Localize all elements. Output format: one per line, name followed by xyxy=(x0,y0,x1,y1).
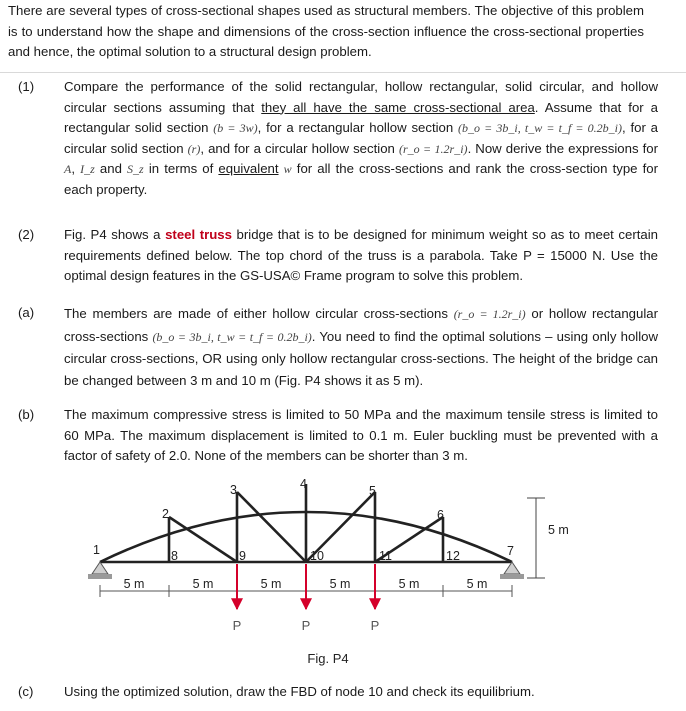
node-label-7: 7 xyxy=(507,544,514,558)
node-label-8: 8 xyxy=(171,549,178,563)
question-c xyxy=(18,682,658,703)
question-2 xyxy=(18,225,658,287)
question-1-number: (1) xyxy=(18,79,35,94)
truss-figure xyxy=(0,478,686,678)
question-1-text: Compare the performance of the solid rectangular, hollow rectangular, solid circular, and hollow circular sections assuming that they all have the same cross-sectional area. Assume that for a rectangular solid section (b = 3w), for a rectangular hollow section (b_o = 3b_i, t_w = t_f = 0.2b_i), for a circular solid section (r), and for a circular hollow section (r_o = 1.2r_i). Now derive the expressions for A, I_z and S_z in terms of equivalent w for all the cross-sections and rank the cross-section type for each property. xyxy=(64,79,659,197)
question-1 xyxy=(18,77,658,200)
steel-truss-highlight: steel truss xyxy=(165,227,232,242)
question-2-number: (2) xyxy=(18,227,35,242)
span-label-5: 5 m xyxy=(398,577,420,591)
span-label-2: 5 m xyxy=(192,577,214,591)
figure-caption: Fig. P4 xyxy=(307,651,349,666)
height-label: 5 m xyxy=(548,523,569,537)
span-label-3: 5 m xyxy=(260,577,282,591)
support-right xyxy=(500,562,524,579)
load-arrows xyxy=(237,564,375,609)
load-label-10: P xyxy=(301,618,311,633)
node-label-1: 1 xyxy=(93,543,100,557)
member-3-10 xyxy=(237,492,306,562)
node-label-9: 9 xyxy=(239,549,246,563)
span-label-6: 5 m xyxy=(466,577,488,591)
question-a-text: The members are made of either hollow circular cross-sections (r_o = 1.2r_i) or hollow rectangular cross-sections (b_o = 3b_i, t_w = t_f = 0.2b_i). You need to find the optimal solutions – using only hollow circular cross-sections, OR using only hollow rectangular cross-sections. The height of the bridge can be changed between 3 m and 10 m (Fig. P4 shows it as 5 m). xyxy=(64,306,658,388)
node-label-10: 10 xyxy=(310,549,324,563)
node-label-12: 12 xyxy=(446,549,460,563)
question-b-number: (b) xyxy=(18,407,35,422)
question-c-text: Using the optimized solution, draw the FBD of node 10 and check its equilibrium. xyxy=(64,684,535,699)
node-label-5: 5 xyxy=(369,484,376,498)
question-b-text: The maximum compressive stress is limited to 50 MPa and the maximum tensile stress is limited to 60 MPa. The maximum displacement is limited to 0.1 m. Euler buckling must be prevented with a factor of safety of 2.0. None of the members can be shorter than 3 m. xyxy=(64,407,658,463)
question-b xyxy=(18,405,658,467)
divider xyxy=(0,72,686,73)
node-label-4: 4 xyxy=(300,478,307,491)
node-label-6: 6 xyxy=(437,508,444,522)
intro-paragraph: There are several types of cross-sectional shapes used as structural members. The objective of this problem is to understand how the shape and dimensions of the cross-section influence the cross-sectional properties and hence, the optimal solution to a structural design problem. xyxy=(8,3,644,59)
load-label-11: P xyxy=(370,618,380,633)
node-label-3: 3 xyxy=(230,483,237,497)
question-a xyxy=(18,303,658,391)
span-label-1: 5 m xyxy=(123,577,145,591)
span-label-4: 5 m xyxy=(329,577,351,591)
question-2-text: Fig. P4 shows a steel truss bridge that is to be designed for minimum weight so as to meet certain requirements defined below. The top chord of the truss is a parabola. Take P = 15000 N. Use the optimal design features in the GS-USA© Frame program to solve this problem. xyxy=(64,227,658,283)
question-c-number: (c) xyxy=(18,684,34,699)
node-label-2: 2 xyxy=(162,507,169,521)
question-a-number: (a) xyxy=(18,305,35,320)
node-label-11: 11 xyxy=(379,549,392,563)
load-label-9: P xyxy=(232,618,242,633)
support-left xyxy=(88,562,112,579)
height-dimension xyxy=(527,498,545,578)
